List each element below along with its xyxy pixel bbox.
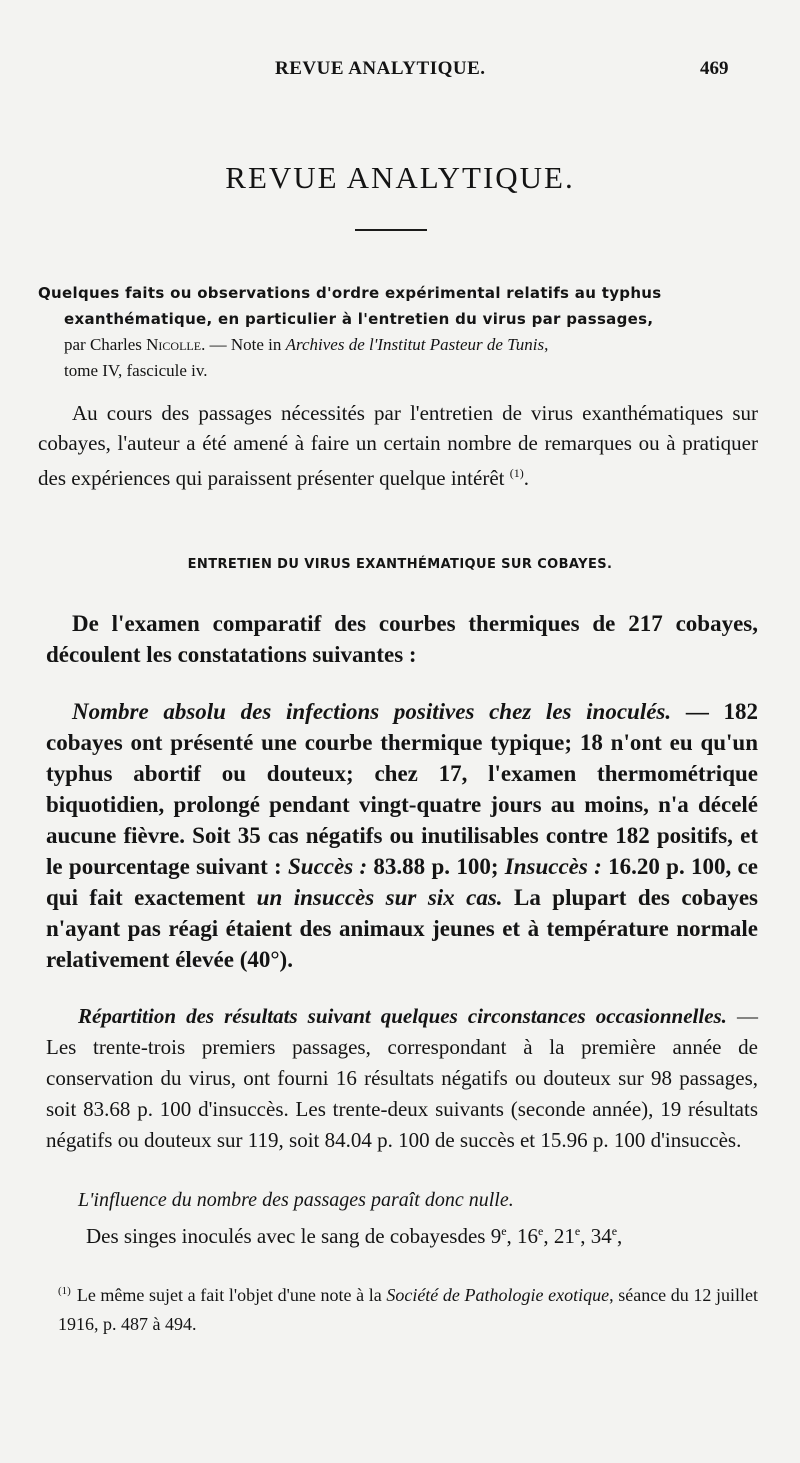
section-heading: ENTRETIEN DU VIRUS EXANTHÉMATIQUE SUR COBAYES. bbox=[187, 557, 613, 572]
paragraph-2-text-a: — 182 cobayes ont présenté une courbe thermique typique; 18 n'ont eu qu'un typhus abortif ou douteux; chez 17, l'examen thermométrique biquotidien, prolongé pendant vingt-quatre jours au moins, n'a décelé aucune fièvre. Soit 35 cas négatifs ou inutilisables contre 182 positifs, et le pourcentage suivant : bbox=[46, 699, 758, 879]
ordinal-4: e bbox=[611, 1224, 618, 1238]
failure-label: Insuccès : bbox=[504, 854, 602, 879]
paragraph-5-end: , bbox=[617, 1224, 623, 1248]
success-value: 83.88 p. 100; bbox=[367, 854, 505, 879]
intro-end: . bbox=[523, 466, 529, 490]
citation-line-1: Quelques faits ou observations d'ordre expérimental relatifs au typhus bbox=[38, 284, 662, 302]
page-title: REVUE ANALYTIQUE. bbox=[225, 160, 575, 195]
failure-value: 16.20 p. 100, ce qui fait exactement bbox=[46, 854, 758, 910]
footnote-mark: (1) bbox=[58, 1285, 71, 1297]
footnote-journal: Société de Pathologie exotique bbox=[386, 1285, 610, 1305]
citation-mid: . — Note in bbox=[201, 335, 286, 354]
running-title: REVUE ANALYTIQUE. bbox=[275, 58, 486, 79]
footnote-text-a: Le même sujet a fait l'objet d'une note à la bbox=[76, 1285, 387, 1305]
paragraph-3-text: — Les trente-trois premiers passages, correspondant à la première année de conservation du virus, ont fourni 16 résultats négatifs ou douteux sur 98 passages, soit 83.68 p. 100 d'insuccès. Les trente-deux suivants (seconde année), 19 résultats négatifs ou douteux sur 119, soit 84.04 p. 100 de succès et 15.96 p. 100 d'insuccès. bbox=[46, 1004, 758, 1152]
citation-line-4: tome IV, fascicule iv. bbox=[64, 361, 208, 380]
footnote bbox=[58, 1277, 758, 1339]
page-number: 469 bbox=[700, 58, 729, 79]
ordinal-1: e bbox=[501, 1224, 507, 1238]
paragraph-5-number-3: , 21 bbox=[543, 1224, 575, 1248]
running-header bbox=[0, 58, 800, 88]
section-paragraph-3 bbox=[46, 1001, 758, 1156]
section-paragraph-1-text: De l'examen comparatif des courbes thermiques de 217 cobayes, découlent les constatations suivantes : bbox=[46, 611, 758, 667]
citation-prefix: par Charles bbox=[64, 335, 147, 354]
citation-line-3 bbox=[38, 332, 758, 358]
success-label: Succès : bbox=[288, 854, 368, 879]
intro-text: Au cours des passages nécessités par l'entretien de virus exanthématiques sur cobayes, l'auteur a été amené à faire un certain nombre de remarques ou à pratiquer des expériences qui paraissent présenter quelque intérêt bbox=[38, 401, 758, 490]
failure-ratio: un insuccès sur six cas. bbox=[256, 885, 503, 910]
footnote-reference: (1) bbox=[509, 466, 524, 480]
section-paragraph-2 bbox=[46, 696, 758, 975]
paragraph-5-number-2: , 16 bbox=[506, 1224, 539, 1248]
ordinal-3: e bbox=[574, 1224, 581, 1238]
journal-name: Archives de l'Institut Pasteur de Tunis bbox=[285, 335, 545, 354]
author-name: Nicolle bbox=[146, 335, 202, 354]
paragraph-5-number-4: , 34 bbox=[580, 1224, 612, 1248]
citation-end: , bbox=[544, 335, 549, 354]
ordinal-2: e bbox=[538, 1224, 544, 1238]
article-citation bbox=[38, 280, 758, 384]
paragraph-3-heading: Répartition des résultats suivant quelques circonstances occasionnelles. bbox=[78, 1004, 727, 1028]
paragraph-2-heading: Nombre absolu des infections positives chez les inoculés. bbox=[72, 699, 672, 724]
section-paragraph-4: L'influence du nombre des passages paraît donc nulle. bbox=[78, 1189, 514, 1211]
citation-line-2: exanthématique, en particulier à l'entretien du virus par passages, bbox=[64, 310, 654, 328]
footnote-text-b: , séance du 12 juillet 1916, p. 487 à 494. bbox=[58, 1285, 758, 1334]
paragraph-2-text-b: La plupart des cobayes n'ayant pas réagi étaient des animaux jeunes et à température normale relativement élevée (40°). bbox=[46, 885, 758, 972]
section-paragraph-1 bbox=[46, 608, 758, 670]
intro-paragraph bbox=[38, 398, 758, 493]
paragraph-5-text: Des singes inoculés avec le sang de cobayesdes 9 bbox=[86, 1224, 502, 1248]
title-divider bbox=[355, 229, 427, 231]
section-paragraph-5 bbox=[86, 1216, 758, 1252]
